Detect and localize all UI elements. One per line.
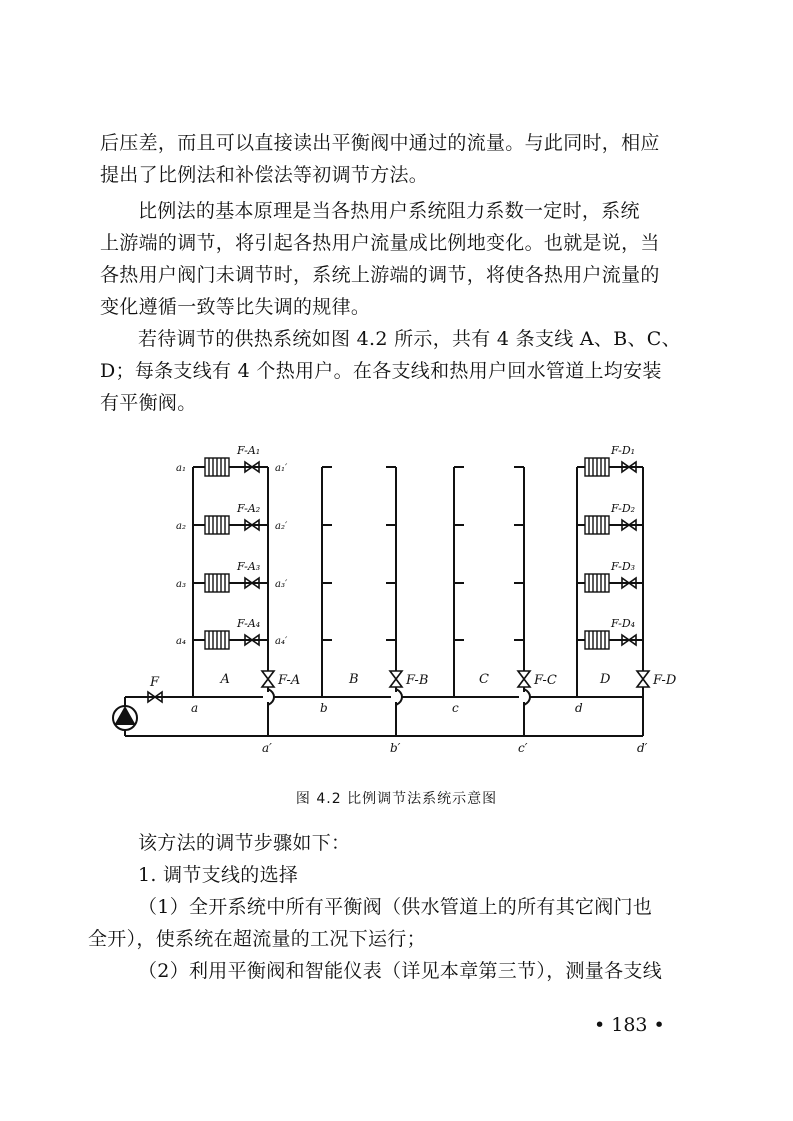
radiator-a1 <box>205 458 229 476</box>
text-line: 后压差，而且可以直接读出平衡阀中通过的流量。与此同时，相应 <box>100 132 660 154</box>
user-node-label: a₁′ <box>275 463 288 474</box>
crossover-gap <box>391 692 401 702</box>
return-node-label: c′ <box>518 741 528 755</box>
diagram-labels <box>149 444 677 755</box>
supply-node-label: d <box>575 701 583 715</box>
text-line: 提出了比例法和补偿法等初调节方法。 <box>100 164 429 186</box>
branch-name: C <box>479 672 489 687</box>
pipe-network <box>125 467 643 736</box>
user-node-label: a₄ <box>176 636 186 647</box>
main-valve-label: F <box>150 675 160 690</box>
radiator-a3 <box>205 574 229 592</box>
user-node-label: a₃ <box>176 579 186 590</box>
radiator-a4 <box>205 631 229 649</box>
paragraph-4 <box>88 827 700 987</box>
user-valve-label: F-D₃ <box>611 560 636 573</box>
supply-node-label: a <box>191 701 199 715</box>
user-node-label: a₄′ <box>275 636 288 647</box>
user-node-label: a₁ <box>176 463 186 474</box>
branch-name: B <box>349 672 359 687</box>
valve-shape <box>262 671 274 687</box>
valve-shape <box>637 671 649 687</box>
text-line: D；每条支线有 4 个热用户。在各支线和热用户回水管道上均安装 <box>100 360 662 382</box>
page-number: • 183 • <box>594 1014 665 1036</box>
radiator-a2 <box>205 516 229 534</box>
supply-node-label: c <box>452 701 459 715</box>
text-line: 1. 调节支线的选择 <box>138 864 299 886</box>
branch-valve-label: F-A <box>278 673 301 688</box>
radiator-d4 <box>585 631 609 649</box>
user-valve-label: F-A₁ <box>237 444 261 457</box>
branch-name: A <box>220 672 230 687</box>
branch-valve-d <box>637 671 649 687</box>
crossover-gap <box>519 692 529 702</box>
user-node-label: a₂′ <box>275 521 288 532</box>
branch-valve-a <box>262 671 274 687</box>
branch-valve-b <box>390 671 402 687</box>
user-valve-label: F-D₁ <box>611 444 636 457</box>
valve-shape <box>518 671 530 687</box>
text-line: 若待调节的供热系统如图 4.2 所示，共有 4 条支线 A、B、C、 <box>138 328 681 350</box>
user-valve-label: F-A₂ <box>237 502 261 515</box>
text-line: 该方法的调节步骤如下： <box>138 832 351 854</box>
radiator-d3 <box>585 574 609 592</box>
text-line: 有平衡阀。 <box>100 392 197 414</box>
crossover-gap <box>263 692 273 702</box>
text-line: （2）利用平衡阀和智能仪表（详见本章第三节），测量各支线 <box>138 960 662 982</box>
figure-caption: 图 4.2 比例调节法系统示意图 <box>295 791 498 807</box>
text-line: （1）全开系统中所有平衡阀（供水管道上的所有其它阀门也 <box>138 896 653 918</box>
text-line: 上游端的调节，将引起各热用户流量成比例地变化。也就是说，当 <box>100 232 660 254</box>
branch-valve-label: F-C <box>534 673 557 688</box>
return-node-label: a′ <box>262 741 272 755</box>
text-line: 各热用户阀门未调节时，系统上游端的调节，将使各热用户流量的 <box>100 264 660 286</box>
return-node-label: b′ <box>390 741 401 755</box>
return-node-label: d′ <box>637 741 648 755</box>
branch-valve-label: F-B <box>406 673 429 688</box>
radiator-d2 <box>585 516 609 534</box>
user-node-label: a₂ <box>176 521 186 532</box>
valve-shape <box>390 671 402 687</box>
branch-valve-label: F-D <box>653 673 677 688</box>
branch-valve-c <box>518 671 530 687</box>
supply-node-label: b <box>320 701 328 715</box>
user-valve-label: F-A₃ <box>237 560 261 573</box>
branch-name: D <box>600 672 611 687</box>
radiator-d1 <box>585 458 609 476</box>
pump-icon <box>113 706 137 730</box>
user-valve-label: F-D₄ <box>611 617 636 630</box>
user-node-label: a₃′ <box>275 579 288 590</box>
user-valve-label: F-D₂ <box>611 502 636 515</box>
text-line: 比例法的基本原理是当各热用户系统阻力系数一定时，系统 <box>138 200 640 222</box>
text-line: 全开），使系统在超流量的工况下运行； <box>88 928 426 950</box>
text-line: 变化遵循一致等比失调的规律。 <box>100 296 371 318</box>
user-valve-label: F-A₄ <box>237 617 261 630</box>
